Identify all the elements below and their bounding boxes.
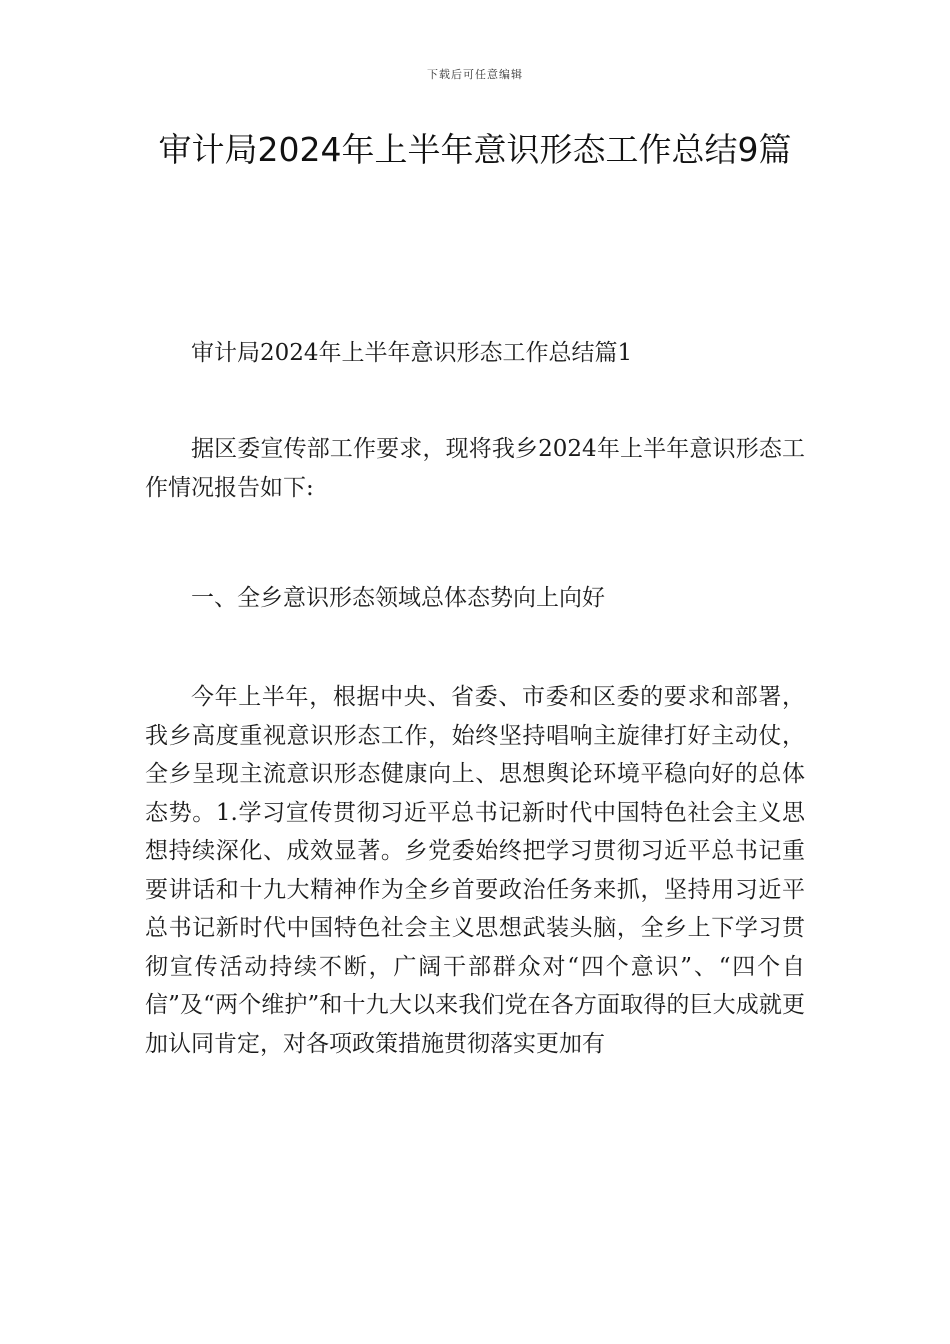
body-paragraph: 今年上半年，根据中央、省委、市委和区委的要求和部署，我乡高度重视意识形态工作，始终坚持唱响主旋律打好主动仗，全乡呈现主流意识形态健康向上、思想舆论环境平稳向好的总体态势。1.学习宣传贯彻习近平总书记新时代中国特色社会主义思想持续深化、成效显著。乡党委始终把学习贯彻习近平总书记重要讲话和十九大精神作为全乡首要政治任务来抓，坚持用习近平总书记新时代中国特色社会主义思想武装头脑，全乡上下学习贯彻宣传活动持续不断，广阔干部群众对“四个意识”、“四个自信”及“两个维护”和十九大以来我们党在各方面取得的巨大成就更加认同肯定，对各项政策措施贯彻落实更加有 xyxy=(145,684,805,1057)
header-note: 下载后可任意编辑 xyxy=(427,68,523,81)
article-subtitle: 审计局2024年上半年意识形态工作总结篇1 xyxy=(191,340,633,366)
document-title: 审计局2024年上半年意识形态工作总结9篇 xyxy=(158,130,792,169)
section-heading: 一、全乡意识形态领域总体态势向上向好 xyxy=(191,585,605,611)
intro-paragraph: 据区委宣传部工作要求，现将我乡2024年上半年意识形态工作情况报告如下: xyxy=(145,436,805,501)
